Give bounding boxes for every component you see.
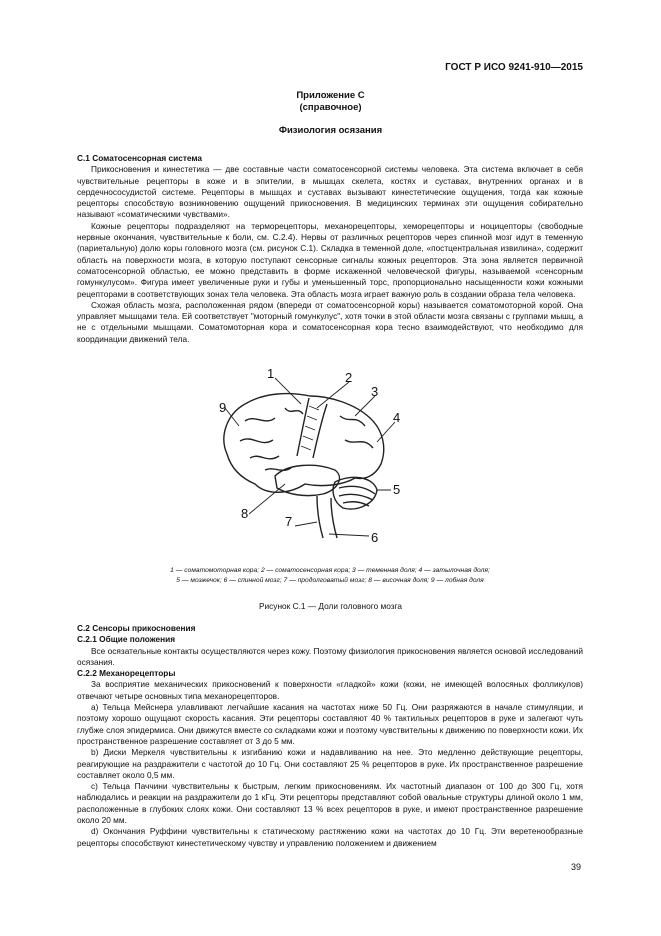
list-item-b: b) Диски Меркеля чувствительны к изгибанию кожи и надавливанию на нее. Это медленно действующие рецепторы, реагирующие на раздражители с частотой до 10 Гц. Они составляют 25 % рецепторов в руке. Их пространственное разрешение составляет около 0,5 мм. [77,747,583,780]
postcentral-sulcus [313,404,327,458]
section-c2 [77,623,583,849]
c1-paragraph-1: Прикосновения и кинестетика — две составные части соматосенсорной системы человека. Эта система включает в себя чувствительные рецепторы в коже и в эпителии, в мышцах скелета, костях и суставах, внутренних органах и в сердечнососудистой системе. Рецепторы в мышцах и суставах вызывают кинестетические ощущения, тогда как кожные рецепторы способствую возникновению ощущений прикосновения. В медицинских терминах эти ощущения собирательно называют «соматическими чувствами». [77,164,583,220]
appendix-subtitle: (справочное) [299,102,362,113]
c21-heading: С.2.1 Общие положения [77,634,176,645]
c1-paragraph-2: Кожные рецепторы подразделяют на терморецепторы, механорецепторы, хеморецепторы и ноцицепторы (свободные нервные окончания, чувствительные к боли, см. С.2.4). Нервы от различных рецепторов через спинной мозг идут в теменную (париетальную) долю коры головного мозга (см. рисунок С.1). Складка в теменной доле, «постцентральная извилина», содержит область на поверхности мозга, в которую поступают сенсорные сигналы кожных рецепторов. Эта зона является первичной соматосенсорной областью, ее можно представить в форме искаженной человеческой фигуры, называемой «сенсорным гомункулусом». Фигура имеет увеличенные руки и губы и уменьшенный торс, пропорционально насыщенности кожи кожными рецепторами в соответствующих зонах тела человека. Эта область мозга играет важную роль в создании образа тела человека. [77,220,583,299]
standard-number: ГОСТ Р ИСО 9241-910—2015 [445,62,583,73]
figure-label: 6 [371,530,379,545]
appendix-title: Приложение С [296,90,365,101]
appendix-heading [0,90,661,114]
figure-label: 3 [371,384,379,399]
list-item-a: а) Тельца Мейснера улавливают легчайшие касания на частотах ниже 50 Гц. Они разряжаются в начале стимуляции, и поэтому хорошо ощущают скорость касания. Эти рецепторы составляют 40 % тактильных рецепторов в руке и залегают чуть глубже слоя эпидермиса. Они движутся вместе со складками кожи и поэтому чувствительны к движению по поверхности кожи. Их пространственное разрешение составляет от 3 до 5 мм. [77,702,583,746]
brain-illustration [205,366,425,546]
figure-label: 5 [393,482,401,497]
section-c1 [77,153,583,345]
brain-figure [205,366,425,546]
figure-label: 8 [241,506,249,521]
c22-heading: С.2.2 Механорецепторы [77,668,176,679]
figure-label: 4 [393,410,401,425]
list-item-c: c) Тельца Паччини чувствительны к быстрым, легким прикосновениям. Их частотный диапазон от 100 до 300 Гц, хотя наблюдались и реакции на раздражители до 1 кГц. Эти рецепторы представляют собой овальные структуры длиной около 1 мм, расположенные в глубоких слоях кожи. Они составляют 13 % всех рецепторов в руке, и имеют пространственное разрешение около 20 мм. [77,781,583,826]
c21-paragraph: Все осязательные контакты осуществляются через кожу. Поэтому физиология прикосновения является основой исследований осязания. [77,645,583,667]
figure-label: 1 [267,366,275,381]
figure-legend [100,566,560,586]
cerebellum-outline [333,477,377,509]
figure-label: 9 [219,400,227,415]
c1-paragraph-3: Схожая область мозга, расположенная рядом (впереди от соматосенсорной коры) называется соматомоторной корой. Она управляет мышцами тела. Ей соответствует "моторный гомункулус", хотя точки в этой области мозга связаны с группами мышц, а не с отдельными мышцами. Соматомоторная кора и соматосенсорная кора тесно взаимодействуют, что необходимо для координации движений тела. [77,299,583,344]
figure-caption: Рисунок С.1 — Доли головного мозга [258,601,403,611]
c22-paragraph: За восприятие механических прикосновений к поверхности «гладкой» кожи (кожи, не имеющей волосяных фолликулов) отвечают четыре основных типа механорецепторов. [77,679,583,701]
brainstem-outline [317,496,337,538]
legend-line: 1 — соматомоторная кора; 2 — соматосенсорная кора; 3 — теменная доля; 4 — затылочная доля; [170,567,490,574]
legend-line: 5 — мозжечок; 6 — спинной мозг; 7 — продолговатый мозг; 8 — височная доля; 9 — лобная доля [176,577,484,584]
list-item-d: d) Окончания Руффини чувствительны к статическому растяжению кожи на частотах до 10 Гц. Эти веретенообразные рецепторы способствуют кинестетическому чувству и управлению положением и движением [77,826,583,848]
c1-heading: С.1 Соматосенсорная система [77,153,203,163]
page-number: 39 [570,862,581,872]
section-title: Физиология осязания [278,125,383,136]
figure-label: 2 [345,370,353,385]
figure-label: 7 [285,514,293,529]
c2-heading: С.2 Сенсоры прикосновения [77,623,196,633]
